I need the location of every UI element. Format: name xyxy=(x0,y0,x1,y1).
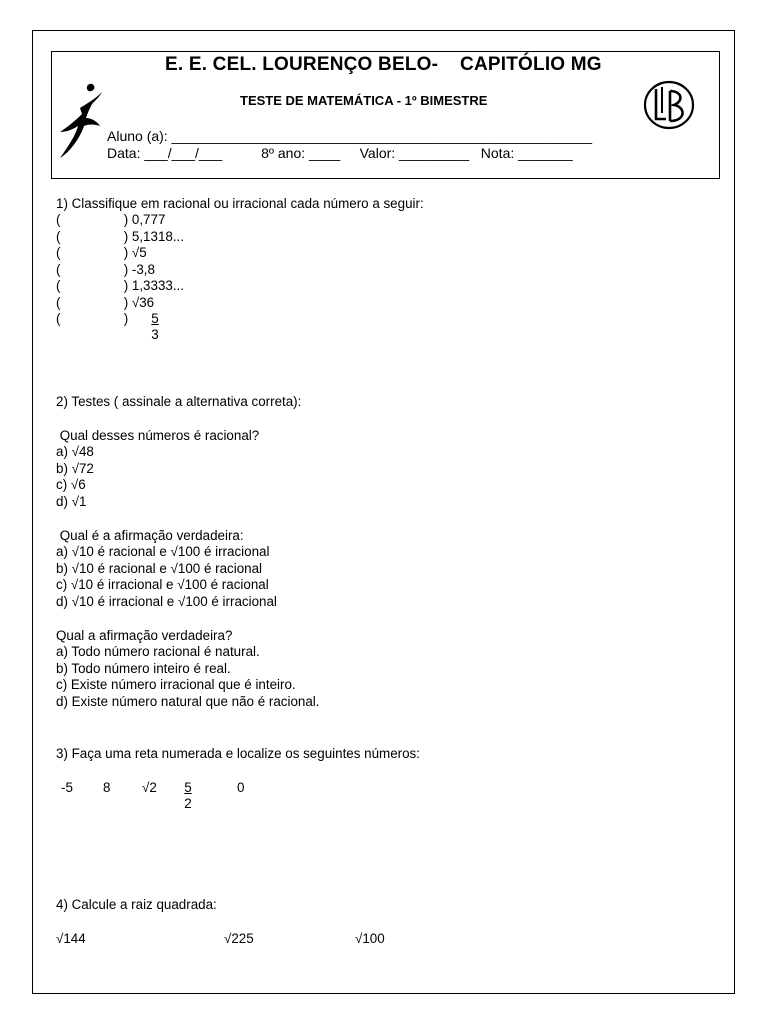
school-name: E. E. CEL. LOURENÇO BELO- CAPITÓLIO MG xyxy=(165,54,602,75)
q1-fraction xyxy=(149,311,161,343)
q3-number: -5 xyxy=(61,780,73,795)
q3-fraction xyxy=(182,780,194,812)
q2b-option: c) √10 é irracional e √100 é racional xyxy=(56,577,269,592)
q2b-option: a) √10 é racional e √100 é irracional xyxy=(56,544,270,559)
q1-item: ( ) -3,8 xyxy=(56,262,155,277)
q2a-option: d) √1 xyxy=(56,494,87,509)
q4-item: √100 xyxy=(355,931,385,946)
q4-item: √144 xyxy=(56,931,86,946)
question-2-title: 2) Testes ( assinale a alternativa correta): xyxy=(56,394,302,409)
q2a-title: Qual desses números é racional? xyxy=(56,428,260,443)
q1-item: ( ) 5,1318... xyxy=(56,229,185,244)
q2a-option: c) √6 xyxy=(56,477,86,492)
fraction-denominator: 3 xyxy=(151,327,159,342)
exam-info-line: Data: ___/___/___ 8º ano: ____ Valor: _________ Nota: _______ xyxy=(107,145,573,161)
student-name-field: Aluno (a): ______________________________________________________ xyxy=(107,128,593,144)
fraction-numerator: 5 xyxy=(184,780,192,795)
exam-page xyxy=(32,30,735,994)
q2b-title: Qual é a afirmação verdadeira: xyxy=(56,528,244,543)
q3-number: 0 xyxy=(237,780,245,795)
q2c-option: a) Todo número racional é natural. xyxy=(56,644,260,659)
q2c-option: d) Existe número natural que não é racional. xyxy=(56,694,320,709)
q1-item: ( ) √5 xyxy=(56,245,147,260)
runner-logo-icon xyxy=(54,78,104,162)
q2c-option: b) Todo número inteiro é real. xyxy=(56,661,231,676)
q2c-option: c) Existe número irracional que é inteiro. xyxy=(56,677,296,692)
q1-item: ( ) 1,3333... xyxy=(56,278,185,293)
question-3-title: 3) Faça uma reta numerada e localize os seguintes números: xyxy=(56,746,420,761)
q2a-option: b) √72 xyxy=(56,461,94,476)
q3-number: √2 xyxy=(142,780,157,795)
question-4-title: 4) Calcule a raiz quadrada: xyxy=(56,897,217,912)
q3-number: 8 xyxy=(103,780,111,795)
question-1-title: 1) Classifique em racional ou irracional cada número a seguir: xyxy=(56,196,424,211)
q1-item: ( ) √36 xyxy=(56,295,155,310)
q2c-title: Qual a afirmação verdadeira? xyxy=(56,628,233,643)
q2b-option: d) √10 é irracional e √100 é irracional xyxy=(56,594,277,609)
fraction-denominator: 2 xyxy=(184,796,192,811)
q1-item: ( ) xyxy=(56,311,132,326)
school-emblem-icon xyxy=(642,79,696,131)
exam-subtitle: TESTE DE MATEMÁTICA - 1º BIMESTRE xyxy=(240,93,488,108)
q4-item: √225 xyxy=(224,931,254,946)
q2a-option: a) √48 xyxy=(56,444,94,459)
q1-item: ( ) 0,777 xyxy=(56,212,166,227)
exam-header xyxy=(51,51,720,179)
fraction-numerator: 5 xyxy=(151,311,159,326)
q2b-option: b) √10 é racional e √100 é racional xyxy=(56,561,263,576)
